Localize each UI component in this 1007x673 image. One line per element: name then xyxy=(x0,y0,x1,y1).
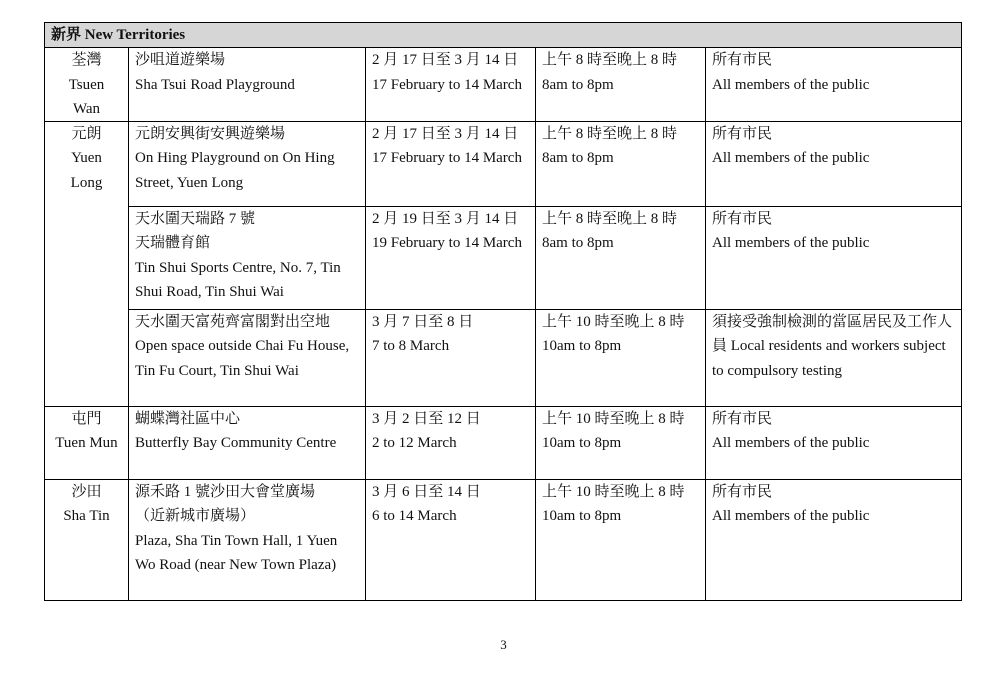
hours-en: 10am to 8pm xyxy=(542,435,622,452)
dates-cell xyxy=(366,207,536,310)
eligibility-cell xyxy=(706,480,962,601)
hours-en: 10am to 8pm xyxy=(542,508,622,525)
hours-cell xyxy=(536,122,706,207)
venue-name-en: Tin Shui Sports Centre, No. 7, Tin Shui Road, Tin Shui Wai xyxy=(135,259,341,301)
page-number: 3 xyxy=(500,637,507,652)
testing-venues-table xyxy=(44,22,962,601)
venue-name-zh: 元朗安興街安興遊樂場 xyxy=(135,126,286,143)
venue-name-en: Plaza, Sha Tin Town Hall, 1 Yuen Wo Road (near New Town Plaza) xyxy=(135,532,338,574)
dates-en: 17 February to 14 March xyxy=(372,76,522,93)
district-name-en: Tuen Mun xyxy=(55,435,118,452)
dates-en: 19 February to 14 March xyxy=(372,235,522,252)
eligibility-cell xyxy=(706,407,962,480)
hours-cell xyxy=(536,48,706,122)
venue-address-zh: 天水圍天瑞路 7 號 xyxy=(135,211,256,228)
hours-zh: 上午 8 時至晚上 8 時 xyxy=(542,52,678,69)
eligibility-en: All members of the public xyxy=(712,508,870,525)
district-name-en: Yuen xyxy=(71,150,102,167)
eligibility-cell xyxy=(706,122,962,207)
district-cell xyxy=(45,122,129,407)
dates-en: 7 to 8 March xyxy=(372,338,450,355)
eligibility-en: All members of the public xyxy=(712,76,870,93)
hours-zh: 上午 10 時至晚上 8 時 xyxy=(542,314,685,331)
district-name-en: Tsuen xyxy=(68,76,105,93)
table-row xyxy=(45,48,962,122)
district-cell xyxy=(45,407,129,480)
eligibility-en: All members of the public xyxy=(712,150,870,167)
eligibility-cell xyxy=(706,48,962,122)
venue-address-zh: 源禾路 1 號沙田大會堂廣場 xyxy=(135,484,316,501)
hours-en: 8am to 8pm xyxy=(542,150,614,167)
district-name-zh: 荃灣 xyxy=(71,52,102,69)
table-row xyxy=(45,480,962,601)
venue-name-zh: 蝴蝶灣社區中心 xyxy=(135,411,241,428)
district-cell xyxy=(45,48,129,122)
dates-cell xyxy=(366,310,536,407)
table-row xyxy=(45,122,962,207)
hours-cell xyxy=(536,310,706,407)
eligibility-text: 須接受強制檢測的當區居民及工作人員 Local residents and workers subject to compulsory testing xyxy=(712,314,953,379)
dates-zh: 2 月 17 日至 3 月 14 日 xyxy=(372,126,519,143)
eligibility-en: All members of the public xyxy=(712,235,870,252)
venue-name-en: Open space outside Chai Fu House, Tin Fu Court, Tin Shui Wai xyxy=(135,338,350,379)
eligibility-zh: 所有市民 xyxy=(712,411,773,428)
dates-zh: 3 月 2 日至 12 日 xyxy=(372,411,481,428)
hours-cell xyxy=(536,207,706,310)
district-name-en: Wan xyxy=(72,100,101,117)
venue-name-zh: 天水圍天富苑齊富閣對出空地 xyxy=(135,314,331,331)
eligibility-zh: 所有市民 xyxy=(712,211,773,228)
district-name-zh: 屯門 xyxy=(71,411,102,428)
venue-name-en: Sha Tsui Road Playground xyxy=(135,76,295,93)
eligibility-zh: 所有市民 xyxy=(712,52,773,69)
table-row xyxy=(45,207,962,310)
hours-en: 8am to 8pm xyxy=(542,76,614,93)
eligibility-zh: 所有市民 xyxy=(712,126,773,143)
district-name-zh: 元朗 xyxy=(71,126,102,143)
dates-zh: 3 月 7 日至 8 日 xyxy=(372,314,474,331)
dates-zh: 3 月 6 日至 14 日 xyxy=(372,484,481,501)
venue-name-en: On Hing Playground on On Hing Street, Yuen Long xyxy=(135,150,335,191)
district-name-zh: 沙田 xyxy=(71,484,102,501)
hours-cell xyxy=(536,480,706,601)
region-header-row xyxy=(45,23,962,48)
venue-name-zh: 天瑞體育館 xyxy=(135,235,211,252)
hours-zh: 上午 8 時至晚上 8 時 xyxy=(542,211,678,228)
venue-name-zh: 沙咀道遊樂場 xyxy=(135,52,226,69)
hours-zh: 上午 10 時至晚上 8 時 xyxy=(542,411,685,428)
district-name-en: Long xyxy=(70,174,103,191)
dates-en: 6 to 14 March xyxy=(372,508,457,525)
district-cell xyxy=(45,480,129,601)
dates-en: 17 February to 14 March xyxy=(372,150,522,167)
eligibility-cell xyxy=(706,310,962,407)
region-title: 新界 New Territories xyxy=(45,23,962,48)
hours-cell xyxy=(536,407,706,480)
dates-zh: 2 月 19 日至 3 月 14 日 xyxy=(372,211,519,228)
dates-cell xyxy=(366,122,536,207)
venue-name-en: Butterfly Bay Community Centre xyxy=(135,435,337,452)
table-row xyxy=(45,310,962,407)
venue-cell xyxy=(129,480,366,601)
table-row xyxy=(45,407,962,480)
hours-en: 10am to 8pm xyxy=(542,338,622,355)
venue-cell xyxy=(129,407,366,480)
venue-cell xyxy=(129,122,366,207)
hours-zh: 上午 8 時至晚上 8 時 xyxy=(542,126,678,143)
venue-cell xyxy=(129,207,366,310)
dates-en: 2 to 12 March xyxy=(372,435,457,452)
eligibility-cell xyxy=(706,207,962,310)
venue-cell xyxy=(129,48,366,122)
eligibility-en: All members of the public xyxy=(712,435,870,452)
dates-cell xyxy=(366,407,536,480)
venue-note-zh: （近新城市廣場） xyxy=(135,508,256,525)
eligibility-zh: 所有市民 xyxy=(712,484,773,501)
dates-cell xyxy=(366,480,536,601)
hours-en: 8am to 8pm xyxy=(542,235,614,252)
venue-cell xyxy=(129,310,366,407)
district-name-en: Sha Tin xyxy=(63,508,110,525)
dates-zh: 2 月 17 日至 3 月 14 日 xyxy=(372,52,519,69)
dates-cell xyxy=(366,48,536,122)
hours-zh: 上午 10 時至晚上 8 時 xyxy=(542,484,685,501)
